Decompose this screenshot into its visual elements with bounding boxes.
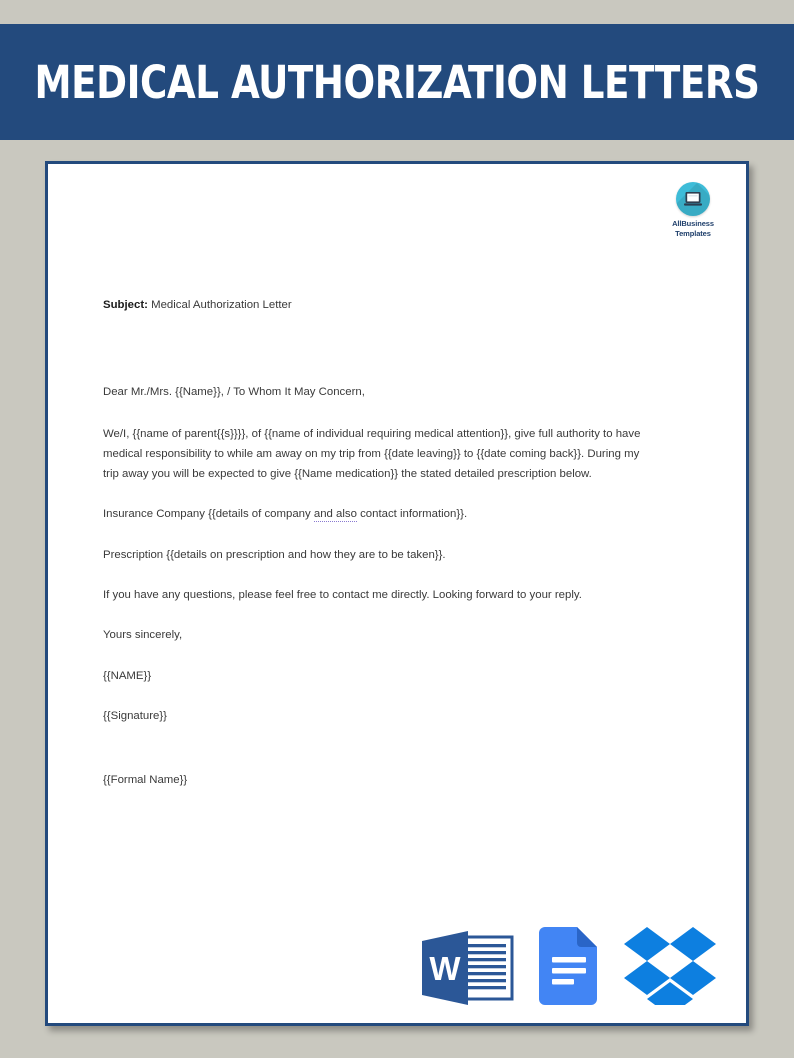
google-docs-icon[interactable] (539, 927, 599, 1005)
name-placeholder: {{NAME}} (103, 669, 152, 682)
body-paragraph: We/I, {{name of parent{{s}}}}, of {{name of individual requiring medical attention}}, give full authority to have medical responsibility to while am away on my trip from {{date leaving}} to {{date coming back}}. During my trip away you will be expected to give {{Name medication}} the stated detailed prescription below. (103, 427, 641, 481)
logo-text-line2: Templates (675, 228, 711, 238)
svg-text:W: W (429, 950, 461, 987)
page-title: MEDICAL AUTHORIZATION LETTERS (34, 55, 760, 109)
insurance-text-after: contact information}}. (356, 508, 468, 521)
closing-line: Yours sincerely, (103, 629, 183, 642)
prescription-line: Prescription {{details on prescription and how they are to be taken}}. (103, 548, 446, 561)
grammar-flagged-text: and also (313, 508, 357, 521)
page-header-banner (0, 24, 794, 140)
greeting-line: Dear Mr./Mrs. {{Name}}, / To Whom It May Concern, (103, 386, 365, 399)
file-format-icon-row (48, 905, 746, 1005)
subject-label: Subject: (103, 299, 148, 311)
insurance-text-before: Insurance Company {{details of company (103, 508, 314, 521)
formal-name-placeholder: {{Formal Name}} (103, 774, 188, 787)
signature-placeholder: {{Signature}} (103, 709, 167, 722)
logo-text-line1: AllBusiness (672, 219, 714, 228)
microsoft-word-icon[interactable] (420, 931, 514, 1005)
subject-line (103, 295, 658, 315)
dropbox-icon[interactable] (624, 925, 716, 1005)
subject-value: Medical Authorization Letter (147, 299, 292, 311)
questions-line: If you have any questions, please feel free to contact me directly. Looking forward to your reply. (103, 589, 582, 602)
document-preview-page (45, 161, 749, 1026)
letter-content (48, 164, 746, 1023)
insurance-company-line (103, 504, 658, 524)
